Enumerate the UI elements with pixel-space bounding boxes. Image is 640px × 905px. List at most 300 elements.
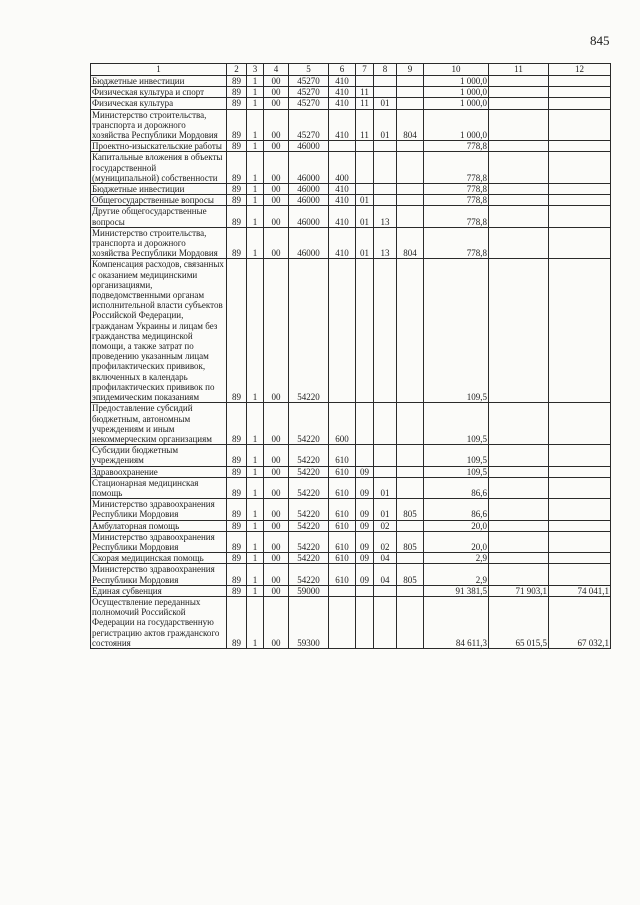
cell-col-5: 46000: [289, 227, 329, 259]
cell-amount-10: 778,8: [424, 184, 489, 195]
table-row: [91, 585, 611, 596]
table-body: [91, 76, 611, 649]
cell-col-8: [374, 596, 397, 648]
cell-row-name: Компенсация расходов, связанных с оказанием медицинскими организациями, подведомственными органам исполнительной власти субъектов Российской Федерации, гражданам Украины и лицам без гражданства медицинской помощи, а также затрат по проведению указанным лицам профилактических прививок, включенных в календарь профилактических прививок по эпидемическим показаниям: [91, 259, 227, 403]
cell-col-8: 13: [374, 227, 397, 259]
cell-col-4: 00: [264, 87, 289, 98]
cell-col-4: 00: [264, 259, 289, 403]
column-header-8: 8: [374, 64, 397, 76]
table-row: [91, 520, 611, 531]
cell-col-5: 59000: [289, 585, 329, 596]
cell-col-6: 610: [329, 499, 356, 520]
cell-col-2: 89: [227, 76, 247, 87]
table-header-row: [91, 64, 611, 76]
cell-col-2: 89: [227, 466, 247, 477]
cell-col-6: 610: [329, 466, 356, 477]
table-row: [91, 152, 611, 184]
cell-row-name: Общегосударственные вопросы: [91, 195, 227, 206]
cell-col-9: [397, 553, 424, 564]
cell-col-9: [397, 184, 424, 195]
cell-col-4: 00: [264, 109, 289, 141]
cell-amount-12: [549, 520, 611, 531]
cell-amount-10: 20,0: [424, 520, 489, 531]
cell-col-7: [356, 403, 374, 445]
cell-amount-10: 778,8: [424, 152, 489, 184]
cell-col-2: 89: [227, 227, 247, 259]
cell-col-7: [356, 141, 374, 152]
cell-col-2: 89: [227, 206, 247, 227]
table-row: [91, 477, 611, 498]
cell-amount-11: [489, 445, 549, 466]
column-header-11: 11: [489, 64, 549, 76]
cell-col-2: 89: [227, 87, 247, 98]
cell-col-5: 59300: [289, 596, 329, 648]
cell-col-5: 54220: [289, 531, 329, 552]
cell-col-9: [397, 259, 424, 403]
table-row: [91, 76, 611, 87]
cell-col-7: [356, 76, 374, 87]
cell-col-4: 00: [264, 227, 289, 259]
column-header-4: 4: [264, 64, 289, 76]
cell-col-2: 89: [227, 403, 247, 445]
cell-row-name: Субсидии бюджетным учреждениям: [91, 445, 227, 466]
cell-col-6: [329, 596, 356, 648]
cell-col-2: 89: [227, 184, 247, 195]
cell-col-2: 89: [227, 259, 247, 403]
cell-amount-12: 74 041,1: [549, 585, 611, 596]
cell-col-9: [397, 585, 424, 596]
table-row: [91, 564, 611, 585]
cell-col-3: 1: [247, 531, 264, 552]
cell-col-4: 00: [264, 596, 289, 648]
column-header-3: 3: [247, 64, 264, 76]
cell-col-2: 89: [227, 98, 247, 109]
cell-amount-11: [489, 499, 549, 520]
cell-row-name: Физическая культура и спорт: [91, 87, 227, 98]
cell-col-7: 09: [356, 531, 374, 552]
cell-col-4: 00: [264, 520, 289, 531]
column-header-5: 5: [289, 64, 329, 76]
cell-amount-10: 1 000,0: [424, 76, 489, 87]
cell-amount-10: 86,6: [424, 477, 489, 498]
cell-amount-10: 109,5: [424, 466, 489, 477]
cell-row-name: Министерство строительства, транспорта и дорожного хозяйства Республики Мордовия: [91, 109, 227, 141]
cell-col-8: [374, 403, 397, 445]
page-number: 845: [590, 33, 610, 48]
cell-col-9: [397, 76, 424, 87]
cell-col-6: 410: [329, 184, 356, 195]
cell-amount-11: 65 015,5: [489, 596, 549, 648]
cell-col-5: 45270: [289, 98, 329, 109]
cell-col-2: 89: [227, 564, 247, 585]
column-header-12: 12: [549, 64, 611, 76]
cell-col-4: 00: [264, 585, 289, 596]
column-header-1: 1: [91, 64, 227, 76]
cell-col-3: 1: [247, 259, 264, 403]
table-row: [91, 531, 611, 552]
cell-amount-12: [549, 445, 611, 466]
cell-col-4: 00: [264, 553, 289, 564]
cell-col-4: 00: [264, 195, 289, 206]
cell-col-9: 805: [397, 499, 424, 520]
cell-amount-10: 86,6: [424, 499, 489, 520]
cell-col-2: 89: [227, 195, 247, 206]
cell-amount-11: [489, 477, 549, 498]
cell-col-9: [397, 98, 424, 109]
cell-amount-12: [549, 259, 611, 403]
cell-col-8: [374, 195, 397, 206]
cell-amount-12: [549, 76, 611, 87]
cell-col-9: 804: [397, 227, 424, 259]
column-header-10: 10: [424, 64, 489, 76]
cell-col-3: 1: [247, 109, 264, 141]
cell-col-6: [329, 141, 356, 152]
column-header-7: 7: [356, 64, 374, 76]
cell-amount-11: [489, 141, 549, 152]
budget-table: [90, 63, 611, 649]
cell-amount-12: [549, 227, 611, 259]
cell-amount-12: [549, 152, 611, 184]
cell-row-name: Стационарная медицинская помощь: [91, 477, 227, 498]
cell-col-6: 410: [329, 76, 356, 87]
cell-col-6: 600: [329, 403, 356, 445]
cell-amount-10: 2,9: [424, 553, 489, 564]
cell-amount-11: [489, 564, 549, 585]
cell-col-3: 1: [247, 227, 264, 259]
cell-amount-10: 1 000,0: [424, 98, 489, 109]
table-row: [91, 87, 611, 98]
cell-row-name: Другие общегосударственные вопросы: [91, 206, 227, 227]
cell-amount-11: [489, 109, 549, 141]
cell-col-4: 00: [264, 531, 289, 552]
cell-col-3: 1: [247, 585, 264, 596]
cell-col-5: 46000: [289, 206, 329, 227]
cell-amount-10: 2,9: [424, 564, 489, 585]
cell-col-8: [374, 76, 397, 87]
cell-col-3: 1: [247, 499, 264, 520]
cell-amount-11: [489, 520, 549, 531]
cell-col-5: 54220: [289, 553, 329, 564]
cell-col-9: [397, 403, 424, 445]
cell-col-7: 09: [356, 499, 374, 520]
cell-amount-11: [489, 466, 549, 477]
cell-col-2: 89: [227, 152, 247, 184]
cell-col-4: 00: [264, 98, 289, 109]
cell-col-5: 54220: [289, 259, 329, 403]
column-header-2: 2: [227, 64, 247, 76]
cell-col-3: 1: [247, 520, 264, 531]
cell-col-4: 00: [264, 466, 289, 477]
cell-col-8: [374, 259, 397, 403]
cell-col-9: [397, 466, 424, 477]
cell-amount-10: 778,8: [424, 195, 489, 206]
cell-col-3: 1: [247, 98, 264, 109]
cell-amount-10: 1 000,0: [424, 87, 489, 98]
cell-amount-11: [489, 531, 549, 552]
cell-col-7: 11: [356, 87, 374, 98]
cell-col-3: 1: [247, 184, 264, 195]
cell-amount-10: 1 000,0: [424, 109, 489, 141]
cell-col-4: 00: [264, 76, 289, 87]
cell-col-6: 610: [329, 564, 356, 585]
cell-amount-11: [489, 227, 549, 259]
cell-amount-12: [549, 553, 611, 564]
cell-col-9: 805: [397, 531, 424, 552]
cell-col-2: 89: [227, 520, 247, 531]
cell-row-name: Проектно-изыскательские работы: [91, 141, 227, 152]
cell-col-5: 45270: [289, 87, 329, 98]
cell-col-3: 1: [247, 87, 264, 98]
cell-col-4: 00: [264, 184, 289, 195]
table-row: [91, 596, 611, 648]
table-row: [91, 466, 611, 477]
cell-col-9: 805: [397, 564, 424, 585]
cell-amount-10: 778,8: [424, 206, 489, 227]
cell-amount-10: 109,5: [424, 259, 489, 403]
table-row: [91, 445, 611, 466]
cell-amount-11: 71 903,1: [489, 585, 549, 596]
cell-amount-12: [549, 531, 611, 552]
cell-col-2: 89: [227, 531, 247, 552]
table-row: [91, 195, 611, 206]
cell-col-7: 01: [356, 206, 374, 227]
cell-col-3: 1: [247, 195, 264, 206]
cell-col-7: 09: [356, 520, 374, 531]
cell-row-name: Бюджетные инвестиции: [91, 76, 227, 87]
cell-col-5: 46000: [289, 152, 329, 184]
cell-row-name: Бюджетные инвестиции: [91, 184, 227, 195]
cell-col-6: 410: [329, 206, 356, 227]
cell-amount-11: [489, 195, 549, 206]
cell-col-8: 02: [374, 520, 397, 531]
cell-row-name: Министерство строительства, транспорта и дорожного хозяйства Республики Мордовия: [91, 227, 227, 259]
cell-col-5: 54220: [289, 445, 329, 466]
cell-col-3: 1: [247, 445, 264, 466]
cell-amount-11: [489, 206, 549, 227]
cell-amount-11: [489, 98, 549, 109]
cell-col-7: 11: [356, 98, 374, 109]
cell-col-9: [397, 596, 424, 648]
cell-col-3: 1: [247, 466, 264, 477]
cell-col-5: 46000: [289, 184, 329, 195]
cell-col-7: 01: [356, 195, 374, 206]
cell-row-name: Здравоохранение: [91, 466, 227, 477]
cell-amount-12: [549, 184, 611, 195]
cell-amount-11: [489, 76, 549, 87]
cell-col-5: 54220: [289, 466, 329, 477]
cell-col-8: [374, 87, 397, 98]
cell-row-name: Капитальные вложения в объекты государственной (муниципальной) собственности: [91, 152, 227, 184]
cell-col-8: [374, 466, 397, 477]
cell-col-6: 410: [329, 195, 356, 206]
cell-col-9: [397, 520, 424, 531]
cell-amount-12: [549, 466, 611, 477]
cell-amount-10: 109,5: [424, 403, 489, 445]
cell-col-8: [374, 184, 397, 195]
cell-col-8: 04: [374, 564, 397, 585]
cell-amount-10: 778,8: [424, 227, 489, 259]
cell-amount-10: 109,5: [424, 445, 489, 466]
column-header-9: 9: [397, 64, 424, 76]
cell-col-3: 1: [247, 564, 264, 585]
cell-col-8: 01: [374, 98, 397, 109]
cell-col-4: 00: [264, 403, 289, 445]
cell-col-6: 610: [329, 553, 356, 564]
cell-row-name: Министерство здравоохранения Республики Мордовия: [91, 564, 227, 585]
cell-col-3: 1: [247, 152, 264, 184]
table-row: [91, 499, 611, 520]
table-row: [91, 184, 611, 195]
cell-row-name: Министерство здравоохранения Республики Мордовия: [91, 531, 227, 552]
cell-amount-12: [549, 403, 611, 445]
cell-col-2: 89: [227, 553, 247, 564]
cell-col-6: 410: [329, 109, 356, 141]
cell-col-5: 54220: [289, 403, 329, 445]
cell-amount-10: 20,0: [424, 531, 489, 552]
cell-col-8: 01: [374, 477, 397, 498]
cell-amount-12: [549, 499, 611, 520]
cell-col-6: 610: [329, 520, 356, 531]
cell-col-9: [397, 445, 424, 466]
cell-col-9: [397, 206, 424, 227]
cell-col-3: 1: [247, 596, 264, 648]
cell-col-7: 09: [356, 564, 374, 585]
cell-col-4: 00: [264, 445, 289, 466]
cell-col-8: [374, 445, 397, 466]
cell-col-5: 46000: [289, 195, 329, 206]
cell-col-4: 00: [264, 206, 289, 227]
cell-col-6: 610: [329, 445, 356, 466]
cell-col-3: 1: [247, 206, 264, 227]
cell-col-2: 89: [227, 499, 247, 520]
cell-amount-12: [549, 206, 611, 227]
cell-amount-12: [549, 87, 611, 98]
column-header-6: 6: [329, 64, 356, 76]
table-row: [91, 227, 611, 259]
cell-col-7: [356, 596, 374, 648]
table-row: [91, 553, 611, 564]
cell-row-name: Министерство здравоохранения Республики Мордовия: [91, 499, 227, 520]
cell-amount-12: [549, 477, 611, 498]
cell-col-4: 00: [264, 152, 289, 184]
table-row: [91, 98, 611, 109]
cell-col-8: 01: [374, 499, 397, 520]
cell-col-7: [356, 445, 374, 466]
cell-col-9: [397, 152, 424, 184]
cell-col-7: 01: [356, 227, 374, 259]
cell-col-9: [397, 141, 424, 152]
cell-col-7: [356, 152, 374, 184]
cell-amount-10: 778,8: [424, 141, 489, 152]
cell-amount-12: [549, 195, 611, 206]
cell-col-3: 1: [247, 76, 264, 87]
cell-col-6: 610: [329, 531, 356, 552]
cell-col-2: 89: [227, 585, 247, 596]
cell-col-8: [374, 141, 397, 152]
table-row: [91, 109, 611, 141]
cell-col-4: 00: [264, 564, 289, 585]
cell-col-9: 804: [397, 109, 424, 141]
table-row: [91, 403, 611, 445]
cell-col-7: 11: [356, 109, 374, 141]
cell-col-8: [374, 585, 397, 596]
cell-amount-12: 67 032,1: [549, 596, 611, 648]
cell-col-5: 54220: [289, 520, 329, 531]
cell-col-8: 04: [374, 553, 397, 564]
cell-row-name: Скорая медицинская помощь: [91, 553, 227, 564]
cell-col-2: 89: [227, 596, 247, 648]
cell-amount-11: [489, 259, 549, 403]
cell-amount-12: [549, 141, 611, 152]
cell-col-2: 89: [227, 109, 247, 141]
cell-row-name: Предоставление субсидий бюджетным, автономным учреждениям и иным некоммерческим организациям: [91, 403, 227, 445]
cell-col-8: 02: [374, 531, 397, 552]
cell-col-5: 45270: [289, 109, 329, 141]
cell-amount-12: [549, 564, 611, 585]
cell-row-name: Амбулаторная помощь: [91, 520, 227, 531]
cell-amount-11: [489, 87, 549, 98]
cell-col-4: 00: [264, 477, 289, 498]
cell-amount-12: [549, 109, 611, 141]
cell-col-7: [356, 259, 374, 403]
cell-amount-11: [489, 403, 549, 445]
cell-col-2: 89: [227, 477, 247, 498]
cell-col-3: 1: [247, 403, 264, 445]
cell-col-7: 09: [356, 466, 374, 477]
cell-row-name: Физическая культура: [91, 98, 227, 109]
cell-col-5: 54220: [289, 564, 329, 585]
cell-col-5: 46000: [289, 141, 329, 152]
cell-col-2: 89: [227, 141, 247, 152]
cell-amount-12: [549, 98, 611, 109]
cell-col-3: 1: [247, 553, 264, 564]
cell-col-3: 1: [247, 477, 264, 498]
cell-amount-11: [489, 184, 549, 195]
cell-col-8: [374, 152, 397, 184]
cell-col-4: 00: [264, 499, 289, 520]
cell-col-5: 54220: [289, 477, 329, 498]
cell-col-8: 13: [374, 206, 397, 227]
cell-amount-11: [489, 152, 549, 184]
cell-col-6: 400: [329, 152, 356, 184]
cell-col-6: [329, 585, 356, 596]
cell-row-name: Осуществление переданных полномочий Российской Федерации на государственную регистрацию актов гражданского состояния: [91, 596, 227, 648]
cell-col-5: 45270: [289, 76, 329, 87]
cell-col-7: [356, 585, 374, 596]
cell-col-7: 09: [356, 477, 374, 498]
cell-col-9: [397, 477, 424, 498]
cell-amount-11: [489, 553, 549, 564]
table-row: [91, 141, 611, 152]
cell-col-6: 410: [329, 227, 356, 259]
cell-col-9: [397, 87, 424, 98]
table-row: [91, 206, 611, 227]
cell-amount-10: 84 611,3: [424, 596, 489, 648]
cell-col-9: [397, 195, 424, 206]
cell-col-2: 89: [227, 445, 247, 466]
cell-col-7: [356, 184, 374, 195]
cell-col-6: 610: [329, 477, 356, 498]
cell-col-3: 1: [247, 141, 264, 152]
cell-amount-10: 91 381,5: [424, 585, 489, 596]
cell-col-5: 54220: [289, 499, 329, 520]
cell-col-6: [329, 259, 356, 403]
cell-col-4: 00: [264, 141, 289, 152]
cell-col-7: 09: [356, 553, 374, 564]
cell-col-8: 01: [374, 109, 397, 141]
cell-row-name: Единая субвенция: [91, 585, 227, 596]
cell-col-6: 410: [329, 98, 356, 109]
